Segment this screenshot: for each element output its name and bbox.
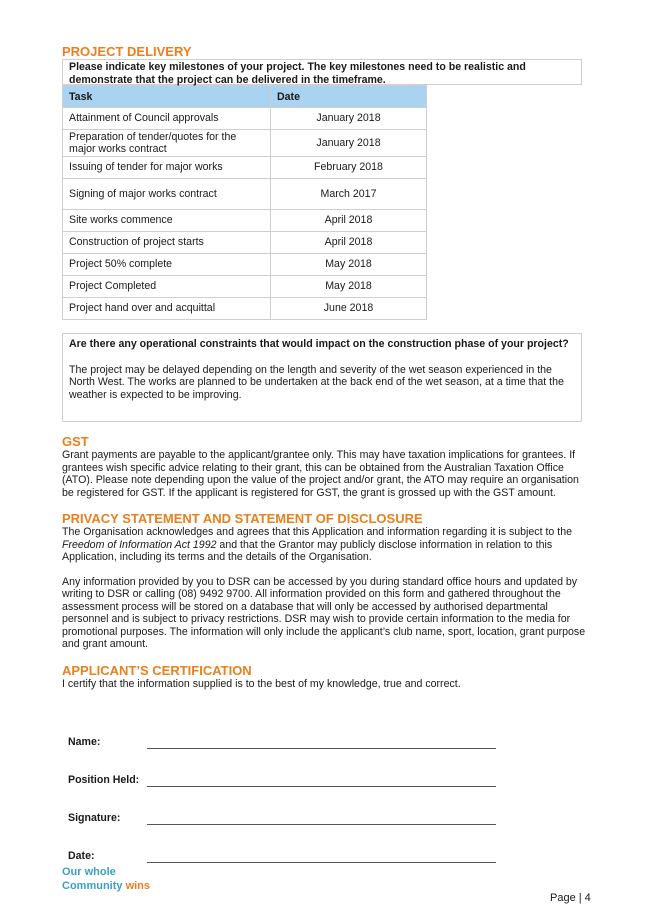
- table-row: [63, 179, 427, 210]
- position-held-line[interactable]: [147, 786, 496, 787]
- date-label: Date:: [68, 850, 95, 862]
- task-cell: Site works commence: [63, 210, 271, 232]
- page-number: Page | 4: [550, 892, 591, 904]
- name-label: Name:: [68, 736, 101, 748]
- milestones-prompt: Please indicate key milestones of your project. The key milestones need to be realistic and demonstrate that the project can be delivered in the timeframe.: [69, 61, 526, 86]
- milestones-prompt-box: [62, 59, 582, 85]
- task-cell: Construction of project starts: [63, 232, 271, 254]
- gst-text: Grant payments are payable to the applicant/grantee only. This may have taxation implications for grantees. If grantees wish specific advice relating to their grant, this can be obtained from the Australian Taxation Office (ATO). Please note depending upon the value of the project and/or grant, the ATO may require an organisation be registered for GST. If the applicant is registered for GST, the grant is grossed up with the GST amount.: [62, 449, 579, 499]
- table-row: [63, 254, 427, 276]
- date-field[interactable]: [68, 850, 498, 864]
- task-cell: Project Completed: [63, 276, 271, 298]
- constraints-answer: The project may be delayed depending on the length and severity of the wet season experienced in the North West. The works are planned to be undertaken at the back end of the wet season, at a time that the weather is expected to be improving.: [69, 363, 564, 401]
- privacy-paragraph-2: Any information provided by you to DSR can be accessed by you during standard office hours and updated by writing to DSR or calling (08) 9492 9700. All information provided on this form and gathered throughout the assessment process will be stored on a database that will only be accessed by authorised departmental personnel and is subject to privacy restrictions. DSR may wish to provide certain information to the media for promotional purposes. The information will only include the applicant’s club name, sport, location, grant purpose and grant amount.: [62, 575, 586, 650]
- date-cell: May 2018: [271, 254, 427, 276]
- table-row: [63, 232, 427, 254]
- constraints-question: Are there any operational constraints that would impact on the construction phase of your project?: [69, 338, 569, 350]
- signature-line[interactable]: [147, 824, 496, 825]
- table-row: [63, 276, 427, 298]
- signature-label: Signature:: [68, 812, 121, 824]
- milestones-table: [62, 85, 427, 320]
- table-row: [63, 108, 427, 130]
- privacy-p1-before: The Organisation acknowledges and agrees that this Application and information regarding it is subject to the: [62, 526, 572, 538]
- brand-line-1: Our whole: [62, 866, 116, 878]
- date-cell: April 2018: [271, 232, 427, 254]
- project-delivery-heading: PROJECT DELIVERY: [62, 44, 192, 59]
- certification-heading: APPLICANT’S CERTIFICATION: [62, 662, 252, 678]
- date-cell: January 2018: [271, 130, 427, 157]
- certification-text: I certify that the information supplied is to the best of my knowledge, true and correct.: [62, 677, 461, 690]
- brand-community: Community: [62, 879, 123, 892]
- task-cell: Project 50% complete: [63, 254, 271, 276]
- name-field[interactable]: [68, 736, 498, 750]
- brand-wins: wins: [125, 879, 151, 892]
- date-cell: February 2018: [271, 157, 427, 179]
- privacy-p1-after: and that the Grantor may publicly disclose information in relation to this Application, including its terms and the details of the Organisation.: [62, 538, 553, 563]
- date-cell: January 2018: [271, 108, 427, 130]
- date-cell: May 2018: [271, 276, 427, 298]
- gst-heading: GST: [62, 434, 89, 449]
- table-row: [63, 157, 427, 179]
- form-page: [62, 44, 592, 690]
- date-cell: April 2018: [271, 210, 427, 232]
- privacy-heading: PRIVACY STATEMENT AND STATEMENT OF DISCLOSURE: [62, 511, 423, 526]
- date-column-header: Date: [271, 86, 427, 108]
- table-row: [63, 210, 427, 232]
- signature-field[interactable]: [68, 812, 498, 826]
- brand-logo-text: [62, 866, 150, 893]
- name-line[interactable]: [147, 748, 496, 749]
- signature-section: [62, 735, 502, 865]
- task-cell: Issuing of tender for major works: [63, 157, 271, 179]
- brand-line-2: [62, 880, 150, 894]
- task-column-header: Task: [63, 86, 271, 108]
- milestones-header-row: [63, 86, 427, 108]
- date-line[interactable]: [147, 862, 496, 863]
- privacy-paragraph-1: [62, 526, 592, 564]
- date-cell: June 2018: [271, 298, 427, 320]
- task-cell: Project hand over and acquittal: [63, 298, 271, 320]
- task-cell: Attainment of Council approvals: [63, 108, 271, 130]
- task-cell: Preparation of tender/quotes for the major works contract: [63, 130, 271, 157]
- table-row: [63, 298, 427, 320]
- position-held-label: Position Held:: [68, 774, 140, 786]
- foi-act-name: Freedom of Information Act 1992: [62, 538, 217, 551]
- position-held-field[interactable]: [68, 774, 498, 788]
- task-cell: Signing of major works contract: [63, 179, 271, 210]
- constraints-box: [62, 333, 582, 422]
- table-row: [63, 130, 427, 157]
- date-cell: March 2017: [271, 179, 427, 210]
